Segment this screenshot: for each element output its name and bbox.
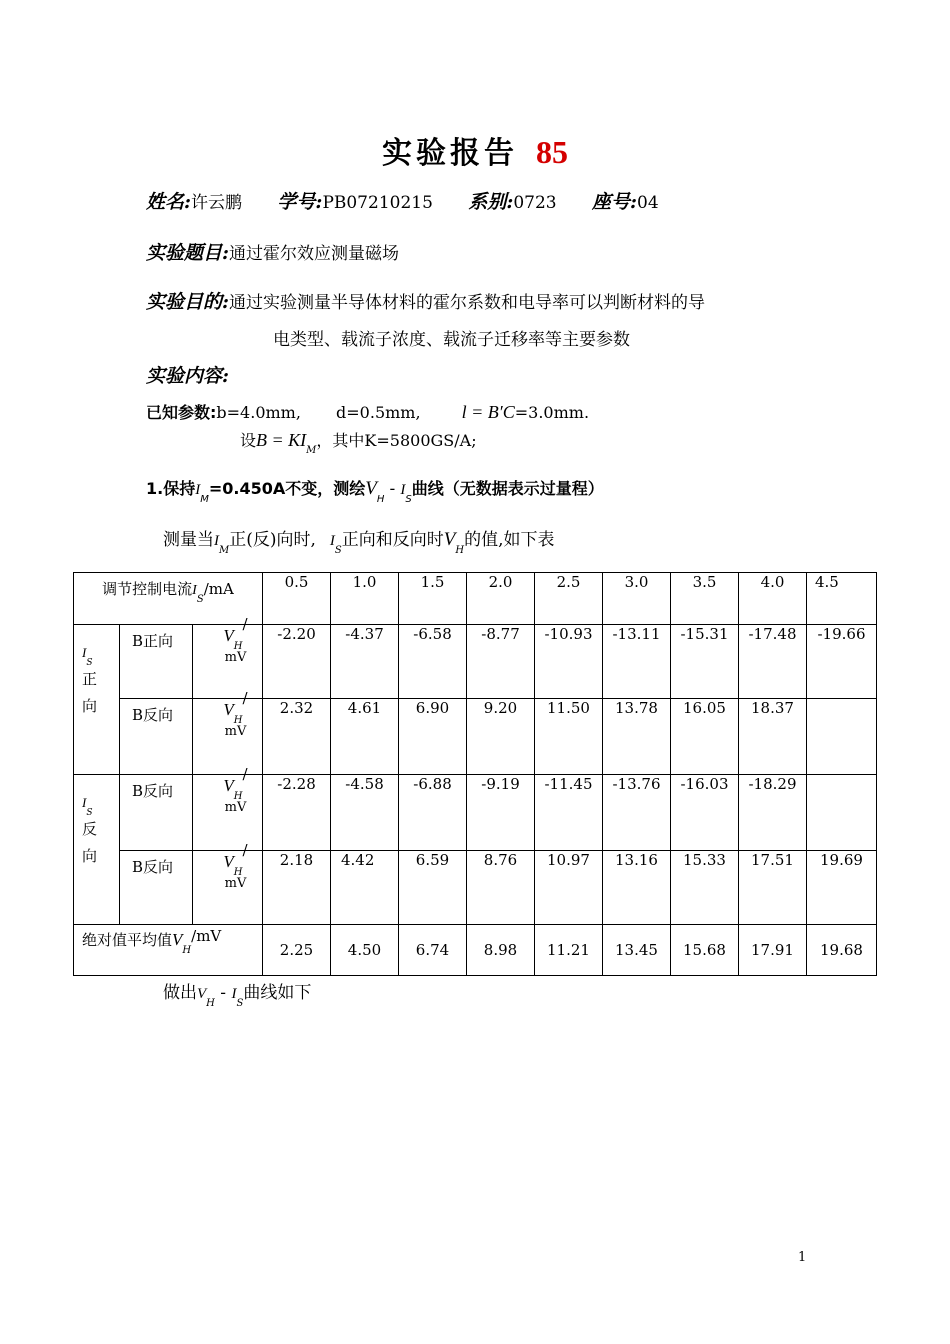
param-l-value: =3.0mm. (514, 403, 590, 422)
value-cell (807, 775, 877, 851)
purpose-line1: 通过实验测量半导体材料的霍尔系数和电导率可以判断材料的导 (229, 293, 706, 313)
name-label: 姓名: (146, 191, 192, 213)
plot-note: 做出$V_H - I_S$曲线如下 (163, 983, 312, 1009)
current-header: 调节控制电流$I_S/mA$ (74, 573, 263, 625)
value-cell: -4.58 (331, 775, 399, 851)
report-number: 85 (536, 134, 568, 170)
b-direction: B反向 (120, 851, 193, 925)
current-cell: 1.5 (399, 573, 467, 625)
param-b: b=4.0mm, (216, 403, 301, 422)
b-direction: B反向 (120, 775, 193, 851)
value-cell: -15.31 (671, 625, 739, 699)
topic-text: 通过霍尔效应测量磁场 (229, 244, 400, 264)
value-cell: -18.29 (739, 775, 807, 851)
table-row (74, 851, 877, 925)
value-cell: 4.42 (331, 851, 399, 925)
value-cell: -13.76 (603, 775, 671, 851)
value-cell: 19.69 (807, 851, 877, 925)
average-row (74, 925, 877, 976)
experiment-topic (146, 238, 399, 265)
value-cell: -6.58 (399, 625, 467, 699)
average-cell: 4.50 (331, 925, 399, 976)
student-id: PB07210215 (322, 193, 433, 213)
average-cell: 2.25 (263, 925, 331, 976)
page-number: 1 (798, 1250, 807, 1265)
content-label: 实验内容: (146, 365, 230, 387)
vh-unit-cell: $V_H/$ mV (193, 625, 263, 699)
student-name: 许云鹏 (191, 193, 243, 213)
average-cell: 17.91 (739, 925, 807, 976)
value-cell: 13.16 (603, 851, 671, 925)
value-cell: -10.93 (535, 625, 603, 699)
seat-label: 座号: (592, 191, 638, 213)
value-cell: -2.20 (263, 625, 331, 699)
average-cell: 13.45 (603, 925, 671, 976)
value-cell: 16.05 (671, 699, 739, 775)
value-cell: -4.37 (331, 625, 399, 699)
param-l-formula: l = B′C (461, 402, 515, 422)
table-row (74, 699, 877, 775)
table-row (74, 775, 877, 851)
current-cell: 4.0 (739, 573, 807, 625)
param-d: d=0.5mm, (336, 403, 421, 422)
experiment-purpose (146, 287, 705, 314)
value-cell: 8.76 (467, 851, 535, 925)
value-cell: -8.77 (467, 625, 535, 699)
report-title (0, 128, 950, 172)
value-cell: -11.45 (535, 775, 603, 851)
set-formula: B = KI (256, 430, 307, 450)
vh-unit-cell: $V_H/$ mV (193, 775, 263, 851)
current-cell: 3.0 (603, 573, 671, 625)
measurement-table (73, 572, 877, 976)
student-seat: 04 (637, 193, 659, 213)
average-cell: 11.21 (535, 925, 603, 976)
b-direction: B反向 (120, 699, 193, 775)
value-cell: 17.51 (739, 851, 807, 925)
set-suffix: ，其中K=5800GS/A; (316, 431, 477, 450)
value-cell: -9.19 (467, 775, 535, 851)
purpose-line2: 电类型、载流子浓度、载流子迁移率等主要参数 (273, 330, 630, 350)
current-cell: 3.5 (671, 573, 739, 625)
average-cell: 15.68 (671, 925, 739, 976)
table-header-row (74, 573, 877, 625)
step1-heading: 1.保持$I_M=0.450A$不变，测绘$V_H - I_S$曲线（无数据表示过量程） (146, 478, 604, 505)
value-cell: 15.33 (671, 851, 739, 925)
value-cell: -17.48 (739, 625, 807, 699)
value-cell: 6.59 (399, 851, 467, 925)
set-formula-line (240, 428, 477, 456)
value-cell: 13.78 (603, 699, 671, 775)
id-label: 学号: (277, 191, 323, 213)
student-dept: 0723 (513, 193, 557, 213)
value-cell (807, 699, 877, 775)
value-cell: -16.03 (671, 775, 739, 851)
title-text: 实验报告 (382, 136, 518, 171)
value-cell: 11.50 (535, 699, 603, 775)
value-cell: 2.32 (263, 699, 331, 775)
measure-text: 测量当$I_M$正(反)向时, $I_S$正向和反向时$V_H$的值,如下表 (163, 529, 555, 556)
student-info (146, 187, 659, 214)
value-cell: 9.20 (467, 699, 535, 775)
set-sub: M (306, 445, 317, 456)
average-cell: 19.68 (807, 925, 877, 976)
value-cell: 2.18 (263, 851, 331, 925)
value-cell: -13.11 (603, 625, 671, 699)
value-cell: -2.28 (263, 775, 331, 851)
purpose-label: 实验目的: (146, 291, 230, 313)
value-cell: -19.66 (807, 625, 877, 699)
current-cell: 4.5 (807, 573, 877, 625)
topic-label: 实验题目: (146, 242, 230, 264)
dept-label: 系别: (468, 191, 514, 213)
value-cell: 18.37 (739, 699, 807, 775)
set-prefix: 设 (240, 431, 257, 450)
average-label: 绝对值平均值$V_H/mV$ (74, 925, 263, 976)
current-cell: 0.5 (263, 573, 331, 625)
value-cell: 6.90 (399, 699, 467, 775)
group-is-reverse: $I_S$ 反 向 (74, 775, 120, 925)
known-label: 已知参数: (146, 403, 217, 422)
average-cell: 6.74 (399, 925, 467, 976)
current-cell: 2.5 (535, 573, 603, 625)
known-params (146, 400, 589, 423)
vh-unit-cell: $V_H/$ mV (193, 851, 263, 925)
table-row (74, 625, 877, 699)
vh-unit-cell: $V_H/$ mV (193, 699, 263, 775)
current-cell: 2.0 (467, 573, 535, 625)
current-cell: 1.0 (331, 573, 399, 625)
b-direction: B正向 (120, 625, 193, 699)
average-cell: 8.98 (467, 925, 535, 976)
value-cell: 10.97 (535, 851, 603, 925)
value-cell: -6.88 (399, 775, 467, 851)
value-cell: 4.61 (331, 699, 399, 775)
group-is-forward: $I_S$ 正 向 (74, 625, 120, 775)
